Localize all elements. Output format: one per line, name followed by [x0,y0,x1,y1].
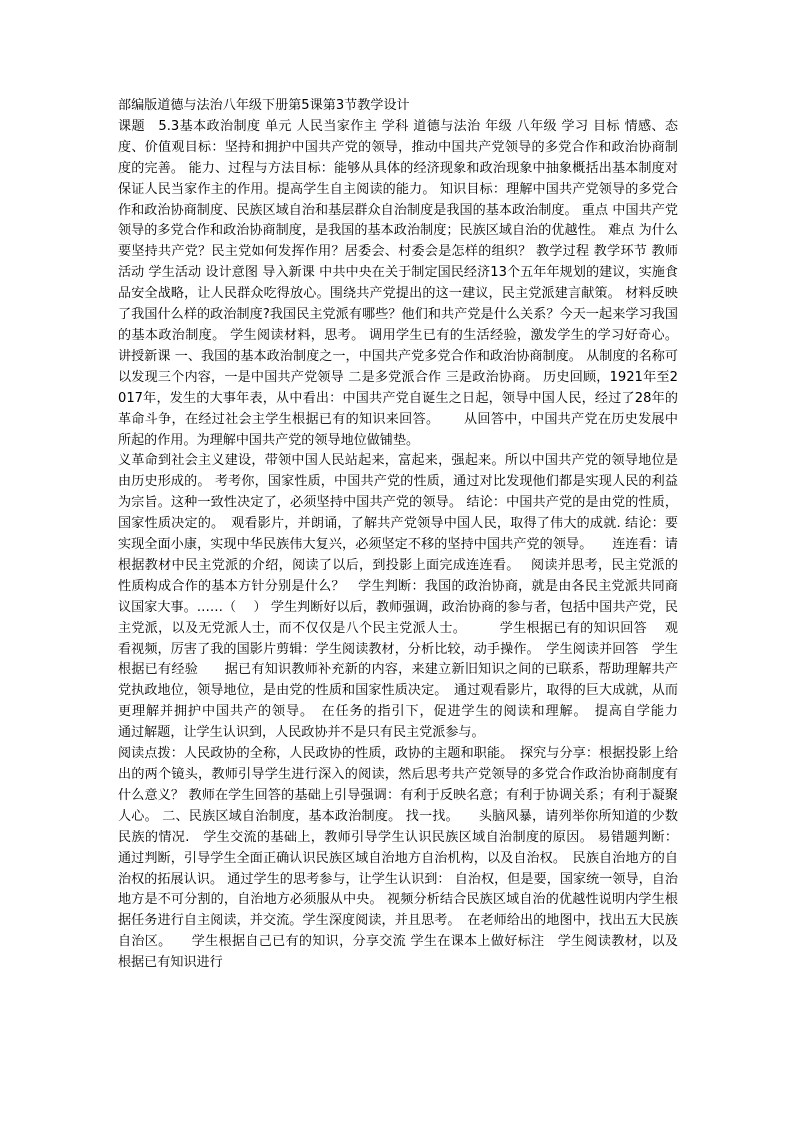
lesson-paragraph-3: 阅读点拨：人民政协的全称，人民政协的性质，政协的主题和职能。 探究与分享：根据投影上给出的两个镜头，教师引导学生进行深入的阅读，然后思考共产党领导的多党合作政治协商制度有什么意义？ 教师在学生回答的基础上引导强调：有利于反映名意；有利于协调关系；有利于凝聚人心。 二、民族区域自治制度，基本政治制度。 找一找。 头脑风暴，请列举你所知道的少数民族的情况. 学生交流的基础上，教师引导学生认识民族区域自治制度的原因。 易错题判断： 通过判断，引导学生全面正确认识民族区域自治地方自治机构，以及自治权。 民族自治地方的自治权的拓展认识。 通过学生的思考参与，让学生认识到： 自治权，但是要，国家统一领导，自治地方是不可分割的，自治地方必须服从中央。 视频分析结合民族区域自治的优越性说明内学生根据任务进行自主阅读，并交流。学生深度阅读，并且思考。 在老师给出的地图中，找出五大民族自治区。 学生根据自己已有的知识，分享交流 学生在课本上做好标注 学生阅读教材，以及根据已有知识进行 [118,746,678,971]
document-title: 部编版道德与法治八年级下册第5课第3节教学设计 [118,98,410,113]
lesson-paragraph-1: 课题 5.3基本政治制度 单元 人民当家作主 学科 道德与法治 年级 八年级 学习 目标 情感、态度、价值观目标：坚持和拥护中国共产党的领导，推动中国共产党领导的多党合作和政治协商制度的完善。 能力、过程与方法目标：能够从具体的经济现象和政治现象中抽象概括出基本制度对保证人民当家作主的作用。提高学生自主阅读的能力。 知识目标：理解中国共产党领导的多党合作和政治协商制度、民族区域自治和基层群众自治制度是我国的基本政治制度。 重点 中国共产党领导的多党合作和政治协商制度，是我国的基本政治制度；民族区域自治的优越性。 难点 为什么要坚持共产党？民主党如何发挥作用？居委会、村委会是怎样的组织？ 教学过程 教学环节 教师活动 学生活动 设计意图 导入新课 中共中央在关于制定国民经济13个五年年规划的建议，实施食品安全战略，让人民群众吃得放心。围绕共产党提出的这一建议，民主党派建言献策。 材料反映了我国什么样的政治制度?我国民主党派有哪些？他们和共产党是什么关系？今天一起来学习我国的基本政治制度。 学生阅读材料，思考。 调用学生已有的生活经验，激发学生的学习好奇心。 讲授新课 一、我国的基本政治制度之一，中国共产党多党合作和政治协商制度。 从制度的名称可以发现三个内容，一是中国共产党领导 二是多党派合作 三是政治协商。 历史回顾，1921年至2017年，发生的大事年表，从中看出：中国共产党自诞生之日起，领导中国人民，经过了28年的革命斗争，在经过社会主学生根据已有的知识来回答。 从回答中，中国共产党在历史发展中所起的作用。为理解中国共产党的领导地位做铺垫。 [118,118,678,448]
document-page [118,96,705,974]
lesson-paragraph-2: 义革命到社会主义建设，带领中国人民站起来，富起来，强起来。所以中国共产党的领导地位是由历史形成的。 考考你，国家性质，中国共产党的性质，通过对比发现他们都是实现人民的利益为宗旨。这种一致性决定了，必须坚持中国共产党的领导。 结论：中国共产党的是由党的性质，国家性质决定的。 观看影片，并朗诵，了解共产党领导中国人民，取得了伟大的成就. 结论：要实现全面小康，实现中华民族伟大复兴，必须坚定不移的坚持中国共产党的领导。 连连看：请根据教材中民主党派的介绍，阅读了以后，到投影上面完成连连看。 阅读并思考，民主党派的性质构成合作的基本方针分别是什么？ 学生判断：我国的政治协商，就是由各民主党派共同商议国家大事。……（ ） 学生判断好以后，教师强调，政治协商的参与者，包括中国共产党，民主党派，以及无党派人士，而不仅仅是八个民主党派人士。 学生根据已有的知识回答 观看视频，厉害了我的国影片剪辑：学生阅读教材，分析比较，动手操作。 学生阅读并回答 学生根据已有经验 据已有知识教师补充新的内容，来建立新旧知识之间的已联系，帮助理解共产党执政地位，领导地位，是由党的性质和国家性质决定。 通过观看影片，取得的巨大成就，从而更理解并拥护中国共产的领导。 在任务的指引下，促进学生的阅读和理解。 提高自学能力 通过解题，让学生认识到，人民政协并不是只有民主党派参与。 [118,453,705,741]
